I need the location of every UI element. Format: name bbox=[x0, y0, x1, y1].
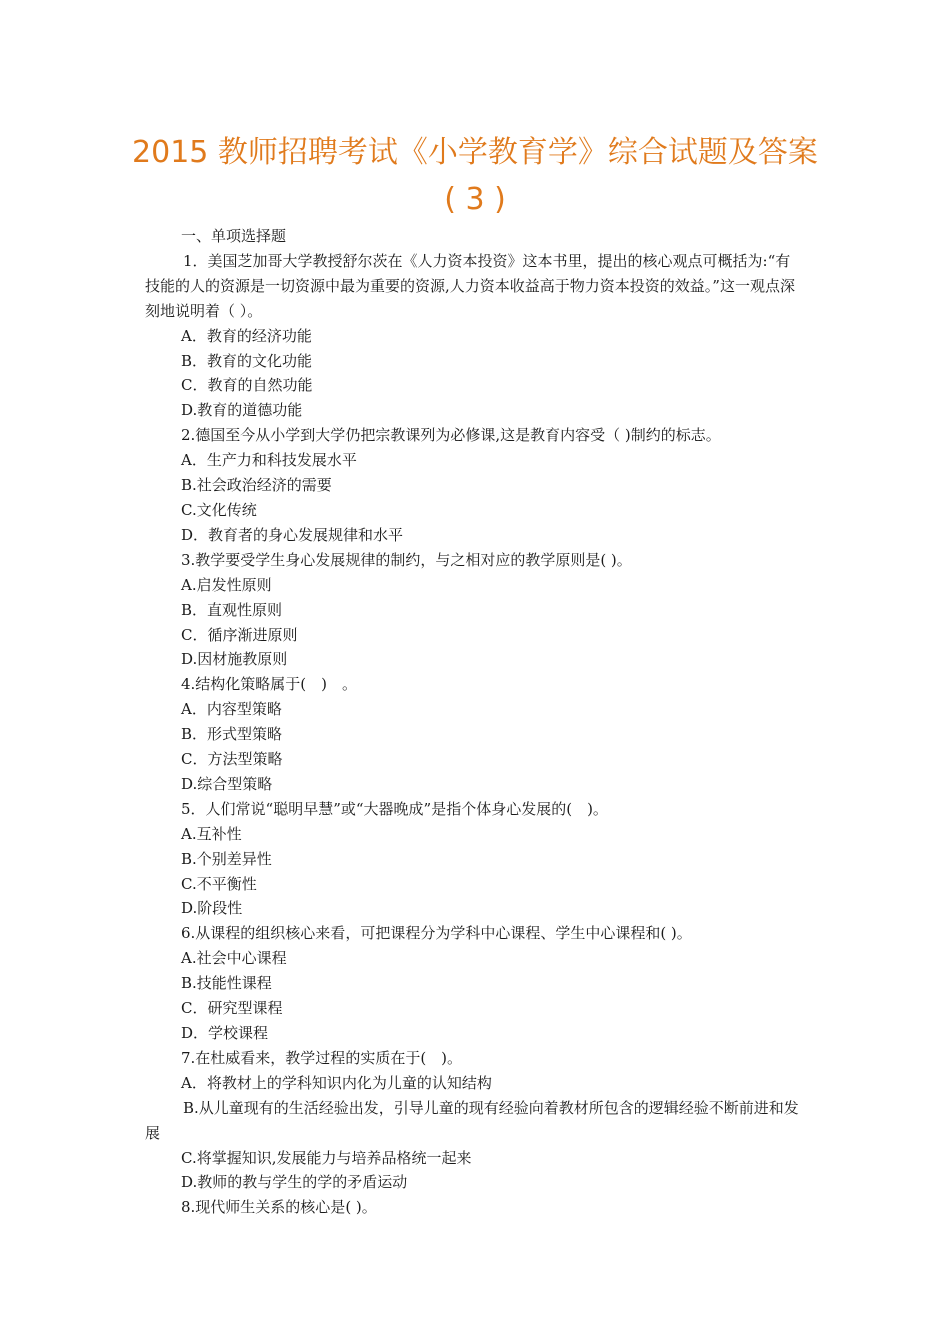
question-stem-5: 5．人们常说“聪明早慧”或“大器晚成”是指个体身心发展的( )。 bbox=[181, 799, 608, 818]
option-4a: A．内容型策略 bbox=[181, 700, 282, 719]
option-2d: D．教育者的身心发展规律和水平 bbox=[181, 525, 404, 544]
option-4b: B．形式型策略 bbox=[181, 725, 283, 744]
option-5d: D.阶段性 bbox=[181, 899, 243, 918]
option-7c: C.将掌握知识,发展能力与培养品格统一起来 bbox=[181, 1148, 472, 1167]
question-stem-4: 4.结构化策略属于( ) 。 bbox=[181, 675, 358, 694]
option-1d: D.教育的道德功能 bbox=[181, 401, 303, 420]
question-stem-8: 8.现代师生关系的核心是( )。 bbox=[181, 1198, 377, 1217]
option-7d: D.教师的教与学生的学的矛盾运动 bbox=[181, 1173, 408, 1192]
section-heading: 一、单项选择题 bbox=[181, 227, 287, 245]
option-7a: A．将教材上的学科知识内化为儿童的认知结构 bbox=[181, 1073, 492, 1092]
question-stem-1: 1．美国芝加哥大学教授舒尔茨在《人力资本投资》这本书里，提出的核心观点可概括为:“有技能的人的资源是一切资源中最为重要的资源,人力资本收益高于物力资本投资的效益。”这一观点深刻地说明着（ ）。 bbox=[145, 251, 795, 320]
option-1c: C．教育的自然功能 bbox=[181, 376, 313, 395]
option-5c: C.不平衡性 bbox=[181, 874, 257, 893]
option-3b: B．直观性原则 bbox=[181, 600, 283, 619]
option-7b: B.从儿童现有的生活经验出发，引导儿童的现有经验向着教材所包含的逻辑经验不断前进和发展 bbox=[145, 1098, 799, 1142]
exam-content bbox=[145, 224, 805, 1220]
option-1b: B．教育的文化功能 bbox=[181, 351, 313, 370]
option-1a: A．教育的经济功能 bbox=[181, 326, 312, 345]
question-stem-6: 6.从课程的组织核心来看，可把课程分为学科中心课程、学生中心课程和( )。 bbox=[181, 924, 692, 943]
question-stem-3: 3.教学要受学生身心发展规律的制约，与之相对应的教学原则是( )。 bbox=[181, 550, 632, 569]
option-2a: A．生产力和科技发展水平 bbox=[181, 451, 357, 470]
option-4d: D.综合型策略 bbox=[181, 774, 273, 793]
option-6b: B.技能性课程 bbox=[181, 974, 272, 993]
option-3a: A.启发性原则 bbox=[181, 575, 272, 594]
page-title-part-number: ( 3 ) bbox=[444, 182, 506, 217]
option-3c: C．循序渐进原则 bbox=[181, 625, 298, 644]
question-stem-7: 7.在杜威看来，教学过程的实质在于( )。 bbox=[181, 1048, 463, 1067]
option-3d: D.因材施教原则 bbox=[181, 650, 288, 669]
option-5a: A.互补性 bbox=[181, 824, 242, 843]
question-stem-2: 2.德国至今从小学到大学仍把宗教课列为必修课,这是教育内容受（ )制约的标志。 bbox=[181, 426, 721, 445]
option-6d: D．学校课程 bbox=[181, 1024, 269, 1042]
option-2b: B.社会政治经济的需要 bbox=[181, 476, 332, 495]
option-5b: B.个别差异性 bbox=[181, 849, 272, 868]
page-title: 2015 教师招聘考试《小学教育学》综合试题及答案 bbox=[132, 135, 818, 170]
option-6a: A.社会中心课程 bbox=[181, 949, 287, 968]
option-2c: C.文化传统 bbox=[181, 500, 257, 519]
option-4c: C．方法型策略 bbox=[181, 750, 283, 769]
option-6c: C．研究型课程 bbox=[181, 999, 283, 1018]
